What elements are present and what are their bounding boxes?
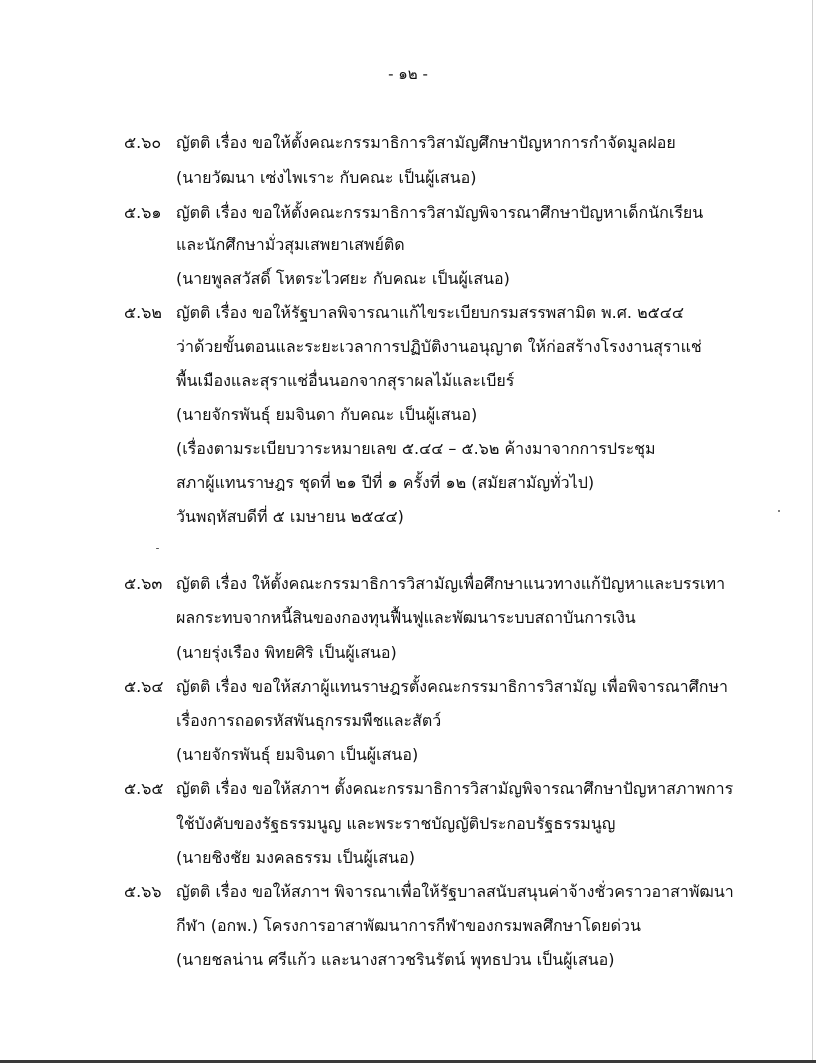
item-continuation: ผลกระทบจากหนี้สินของกองทุนฟื้นฟูและพัฒนาระบบสถาบันการเงิน — [176, 608, 636, 627]
scan-speck — [778, 510, 780, 512]
page-number: - ๑๒ - — [388, 65, 428, 83]
item-continuation: ใช้บังคับของรัฐธรรมนูญ และพระราชบัญญัติประกอบรัฐธรรมนูญ — [176, 814, 616, 833]
item-note: (เรื่องตามระเบียบวาระหมายเลข ๕.๔๔ – ๕.๖๒ ค้างมาจากการประชุม — [176, 439, 656, 458]
scan-speck — [156, 548, 159, 549]
item-title: ญัตติ เรื่อง ขอให้รัฐบาลพิจารณาแก้ไขระเบียบกรมสรรพสามิต พ.ศ. ๒๕๔๔ — [176, 303, 684, 322]
item-title: ญัตติ เรื่อง ขอให้สภาฯ ตั้งคณะกรรมาธิการวิสามัญพิจารณาศึกษาปัญหาสภาพการ — [176, 779, 734, 798]
item-number: ๕.๖๓ — [124, 574, 163, 593]
item-number: ๕.๖๐ — [124, 133, 162, 152]
item-number: ๕.๖๔ — [124, 677, 164, 696]
item-title: ญัตติ เรื่อง ให้ตั้งคณะกรรมาธิการวิสามัญเพื่อศึกษาแนวทางแก้ปัญหาและบรรเทา — [176, 574, 726, 593]
item-continuation: เรื่องการถอดรหัสพันธุกรรมพืชและสัตว์ — [176, 711, 442, 730]
item-number: ๕.๖๖ — [124, 882, 162, 901]
item-number: ๕.๖๕ — [124, 779, 164, 798]
item-continuation: และนักศึกษามั่วสุมเสพยาเสพย์ติด — [176, 235, 405, 254]
item-title: ญัตติ เรื่อง ขอให้ตั้งคณะกรรมาธิการวิสามัญศึกษาปัญหาการกำจัดมูลฝอย — [176, 133, 676, 152]
item-proposer: (นายพูลสวัสดิ์ โหตระไวศยะ กับคณะ เป็นผู้เสนอ) — [176, 269, 510, 288]
item-note: สภาผู้แทนราษฎร ชุดที่ ๒๑ ปีที่ ๑ ครั้งที่ ๑๒ (สมัยสามัญทั่วไป) — [176, 473, 595, 492]
item-title: ญัตติ เรื่อง ขอให้ตั้งคณะกรรมาธิการวิสามัญพิจารณาศึกษาปัญหาเด็กนักเรียน — [176, 203, 704, 222]
item-proposer: (นายชิงชัย มงคลธรรม เป็นผู้เสนอ) — [176, 848, 415, 867]
page-edge-line — [812, 0, 813, 1063]
item-number: ๕.๖๒ — [124, 303, 162, 322]
item-proposer: (นายรุ่งเรือง พิทยศิริ เป็นผู้เสนอ) — [176, 643, 397, 662]
item-proposer: (นายจักรพันธุ์ ยมจินดา กับคณะ เป็นผู้เสนอ) — [176, 405, 478, 424]
item-proposer: (นายชลน่าน ศรีแก้ว และนางสาวชรินรัตน์ พุทธปวน เป็นผู้เสนอ) — [176, 950, 615, 969]
item-title: ญัตติ เรื่อง ขอให้สภาผู้แทนราษฎรตั้งคณะกรรมาธิการวิสามัญ เพื่อพิจารณาศึกษา — [176, 677, 729, 696]
item-continuation: พื้นเมืองและสุราแช่อื่นนอกจากสุราผลไม้และเบียร์ — [176, 371, 515, 390]
item-note: วันพฤหัสบดีที่ ๕ เมษายน ๒๕๔๔) — [176, 507, 404, 526]
item-proposer: (นายจักรพันธุ์ ยมจินดา เป็นผู้เสนอ) — [176, 745, 419, 764]
item-continuation: กีฬา (อกพ.) โครงการอาสาพัฒนาการกีฬาของกรมพลศึกษาโดยด่วน — [176, 916, 641, 935]
item-number: ๕.๖๑ — [124, 203, 162, 222]
item-proposer: (นายวัฒนา เซ่งไพเราะ กับคณะ เป็นผู้เสนอ) — [176, 168, 477, 187]
item-continuation: ว่าด้วยขั้นตอนและระยะเวลาการปฏิบัติงานอนุญาต ให้ก่อสร้างโรงงานสุราแช่ — [176, 337, 702, 356]
item-title: ญัตติ เรื่อง ขอให้สภาฯ พิจารณาเพื่อให้รัฐบาลสนับสนุนค่าจ้างชั่วคราวอาสาพัฒนา — [176, 882, 734, 901]
